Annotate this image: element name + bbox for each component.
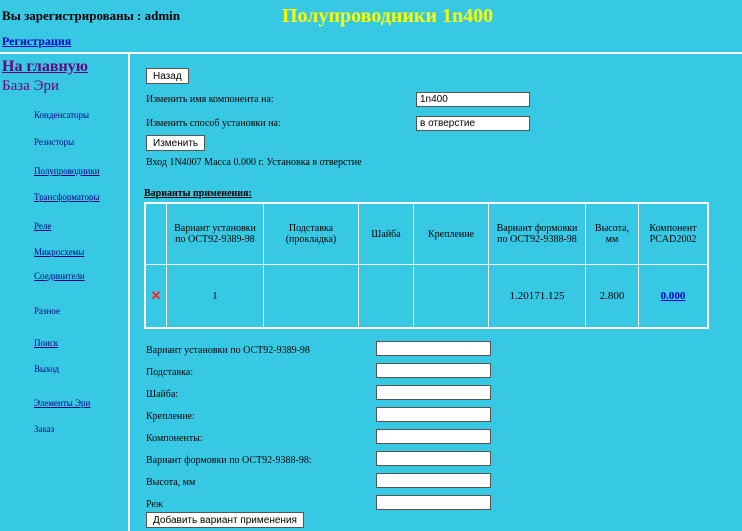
forming-variant-input[interactable] xyxy=(376,451,491,466)
sidebar-item-resistors[interactable]: Резисторы xyxy=(34,137,75,147)
logged-in-user-text: Вы зарегистрированы : admin xyxy=(2,8,181,23)
back-button[interactable]: Назад xyxy=(146,68,189,84)
form-label-mount-variant: Вариант установки по ОСТ92-9389-98 xyxy=(146,345,310,356)
pcad-cell xyxy=(639,265,709,329)
form-label-washer: Шайба: xyxy=(146,389,179,400)
sidebar-item-semiconductors[interactable]: Полупроводники xyxy=(34,166,100,176)
table-header: Шайба xyxy=(359,203,414,265)
fastening-input[interactable] xyxy=(376,407,491,422)
sidebar-item-microchips[interactable]: Микросхемы xyxy=(34,247,85,257)
mode-input[interactable] xyxy=(376,495,491,510)
sidebar xyxy=(0,56,126,526)
sidebar-item-exit[interactable]: Выход xyxy=(34,364,60,374)
table-header: Вариант формовки по ОСТ92-9388-98 xyxy=(489,203,586,265)
change-name-label: Изменить имя компонента на: xyxy=(146,94,274,105)
mount-variant-input[interactable] xyxy=(376,341,491,356)
sidebar-divider xyxy=(128,54,130,531)
height-cell: 2.800 xyxy=(586,265,639,329)
pcad-component-link[interactable]: 0.000 xyxy=(660,290,686,302)
table-header: Вариант установки по ОСТ92-9389-98 xyxy=(167,203,264,265)
fastening-cell xyxy=(414,265,489,329)
sidebar-item-transformers[interactable]: Трансформаторы xyxy=(34,192,100,202)
components-input[interactable] xyxy=(376,429,491,444)
form-label-mode: Реж xyxy=(146,499,163,510)
variant-cell: 1 xyxy=(167,265,264,329)
form-label-stand: Подставка: xyxy=(146,367,194,378)
forming-cell: 1.20171.125 xyxy=(489,265,586,329)
sidebar-item-search[interactable]: Поиск xyxy=(34,338,59,348)
register-link[interactable]: Регистрация xyxy=(2,34,72,48)
height-input[interactable] xyxy=(376,473,491,488)
table-header: Высота, мм xyxy=(586,203,639,265)
main-content xyxy=(132,54,738,531)
sidebar-item-order[interactable]: Заказ xyxy=(34,424,55,434)
table-header: Компонент PCAD2002 xyxy=(639,203,709,265)
page-title: Полупроводники 1n400 xyxy=(282,5,494,27)
form-label-height: Высота, мм xyxy=(146,477,196,488)
stand-input[interactable] xyxy=(376,363,491,378)
home-link[interactable]: На главную xyxy=(2,58,88,75)
delete-icon[interactable]: ✕ xyxy=(150,288,162,303)
washer-input[interactable] xyxy=(376,385,491,400)
sidebar-item-eri-elements[interactable]: Элементы Эри xyxy=(34,398,91,408)
change-button[interactable]: Изменить xyxy=(146,135,205,151)
component-info-line: Вход 1N4007 Масса 0.000 г. Установка в отверстие xyxy=(146,157,362,168)
table-row xyxy=(145,265,708,329)
sidebar-item-connectors[interactable]: Соединители xyxy=(34,271,85,281)
form-label-forming-variant: Вариант формовки по ОСТ92-9388-98: xyxy=(146,455,312,466)
form-label-components: Компоненты: xyxy=(146,433,203,444)
table-header-row xyxy=(145,203,708,265)
delete-row-cell[interactable] xyxy=(145,265,167,329)
table-header: Крепление xyxy=(414,203,489,265)
mount-method-input[interactable]: в отверстие xyxy=(416,116,530,131)
stand-cell xyxy=(264,265,359,329)
sidebar-db-title: База Эри xyxy=(2,78,60,94)
washer-cell xyxy=(359,265,414,329)
table-header: Подставка (прокладка) xyxy=(264,203,359,265)
component-name-input[interactable]: 1n400 xyxy=(416,92,530,107)
variants-table xyxy=(144,202,709,329)
table-header xyxy=(145,203,167,265)
top-bar xyxy=(0,0,742,34)
sidebar-item-capacitors[interactable]: Конденсаторы xyxy=(34,110,89,120)
form-label-fastening: Крепление: xyxy=(146,411,195,422)
add-variant-button[interactable]: Добавить вариант применения xyxy=(146,512,304,528)
change-mount-label: Изменить способ установки на: xyxy=(146,118,281,129)
variants-heading: Варианты применения: xyxy=(144,188,252,199)
sidebar-item-misc[interactable]: Разное xyxy=(34,306,60,316)
sidebar-item-relays[interactable]: Реле xyxy=(34,221,52,231)
